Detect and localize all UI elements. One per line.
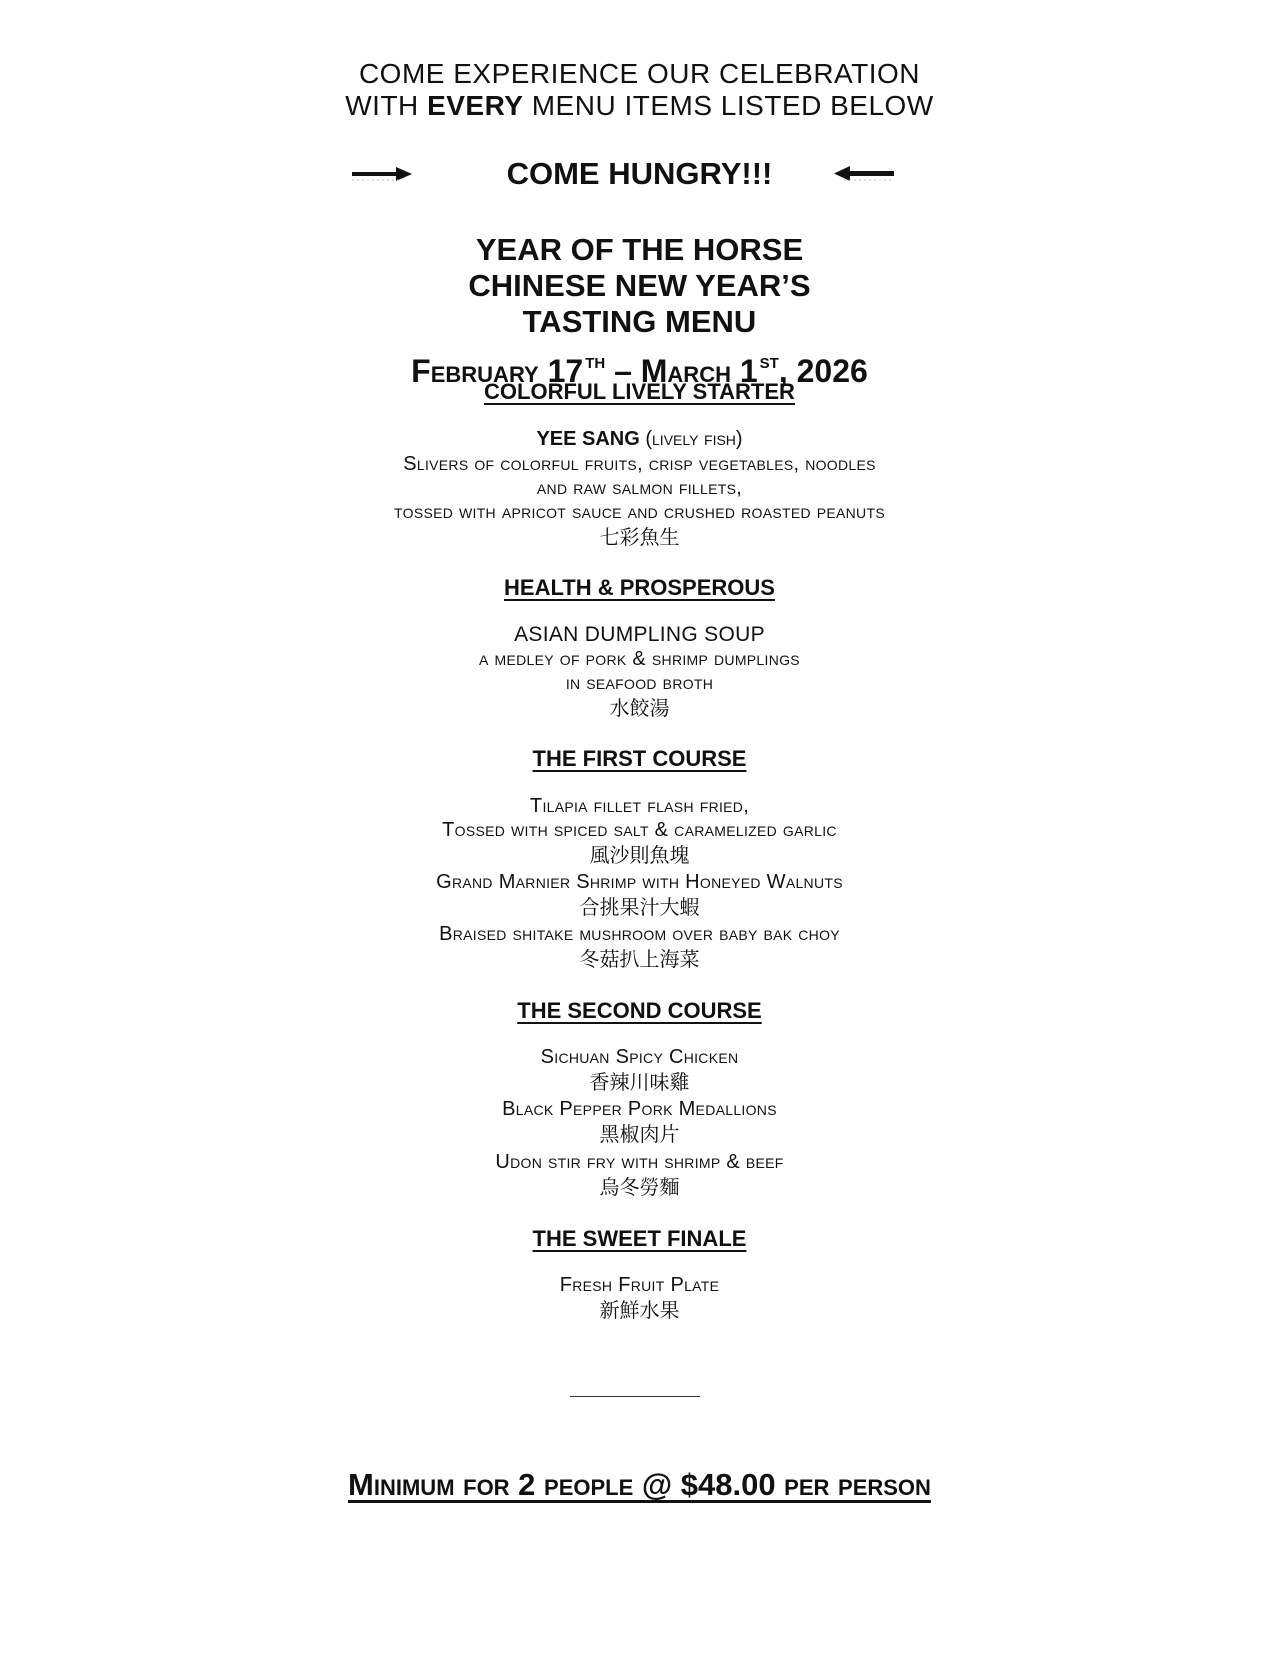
dish-description-line: Slivers of colorful fruits, crisp vegetables, noodles [403, 453, 876, 475]
title-line-1: YEAR OF THE HORSE [475, 232, 804, 267]
title-line-3: TASTING MENU [522, 304, 757, 339]
dish-chinese-name: 合挑果汁大蝦 [579, 895, 700, 919]
date-year: , 2026 [778, 353, 868, 389]
dish-description-line: Tilapia fillet flash fried, [529, 795, 750, 817]
come-hungry-row [0, 154, 1279, 194]
left-arrow-icon [834, 166, 894, 182]
dish-description-line: in seafood broth [565, 672, 714, 694]
dish-chinese-name: 冬菇扒上海菜 [579, 947, 700, 971]
end-date: March 1 [640, 353, 758, 389]
intro-line-1: COME EXPERIENCE OUR CELEBRATION [358, 58, 921, 89]
section-heading-first-course: THE FIRST COURSE [532, 746, 747, 771]
dish-description-line: and raw salmon fillets, [536, 477, 743, 499]
menu-title [0, 232, 1279, 340]
section-heading-sweet-finale: THE SWEET FINALE [532, 1226, 747, 1251]
intro-line-2-pre: WITH [345, 90, 428, 121]
dish-chinese-name: 香辣川味雞 [589, 1070, 690, 1094]
dish-name-fresh-fruit: Fresh Fruit Plate [559, 1274, 720, 1296]
section-heading-starter: COLORFUL LIVELY STARTER [484, 379, 795, 404]
dish-chinese-name: 風沙則魚塊 [589, 843, 690, 867]
dish-name-grand-marnier-shrimp: Grand Marnier Shrimp with Honeyed Walnuts [436, 871, 843, 893]
dish-name-sichuan-chicken: Sichuan Spicy Chicken [540, 1046, 739, 1068]
date-dash: – [605, 353, 641, 389]
intro-line-2-bold: EVERY [427, 90, 524, 121]
dish-name-yee-sang: YEE SANG [536, 428, 640, 450]
dish-title-yee-sang [0, 426, 1279, 452]
end-date-suffix: ST [759, 355, 779, 372]
dish-chinese-name: 水餃湯 [609, 696, 670, 720]
dish-name-dumpling-soup: ASIAN DUMPLING SOUP [514, 623, 765, 646]
dish-chinese-name: 新鮮水果 [599, 1298, 680, 1322]
title-line-2: CHINESE NEW YEAR’S [468, 268, 811, 303]
dish-note-yee-sang: (lively fish) [645, 428, 743, 450]
dish-description-line: Tossed with spiced salt & caramelized garlic [442, 819, 837, 841]
dish-description-line: tossed with apricot sauce and crushed roasted peanuts [394, 501, 885, 523]
dish-name-black-pepper-pork: Black Pepper Pork Medallions [502, 1098, 777, 1120]
section-heading-health: HEALTH & PROSPEROUS [504, 575, 775, 600]
start-date-suffix: TH [585, 355, 606, 372]
start-date: February 17 [411, 353, 584, 389]
intro-text [0, 58, 1279, 122]
dish-name-braised-shitake: Braised shitake mushroom over baby bak choy [439, 923, 840, 945]
dish-chinese-name: 黑椒肉片 [599, 1122, 680, 1146]
divider-line [570, 1396, 700, 1397]
intro-line-2 [0, 90, 1279, 122]
come-hungry-text: COME HUNGRY!!! [506, 156, 773, 191]
dish-name-udon-stir-fry: Udon stir fry with shrimp & beef [495, 1151, 784, 1173]
minimum-price-note: Minimum for 2 people @ $48.00 per person [348, 1467, 931, 1502]
dish-description-line: a medley of pork & shrimp dumplings [479, 648, 800, 670]
intro-line-2-post: MENU ITEMS LISTED BELOW [523, 90, 934, 121]
dish-chinese-name: 烏冬勞麵 [599, 1175, 680, 1199]
section-heading-second-course: THE SECOND COURSE [517, 998, 762, 1023]
dish-chinese-name: 七彩魚生 [599, 525, 680, 549]
